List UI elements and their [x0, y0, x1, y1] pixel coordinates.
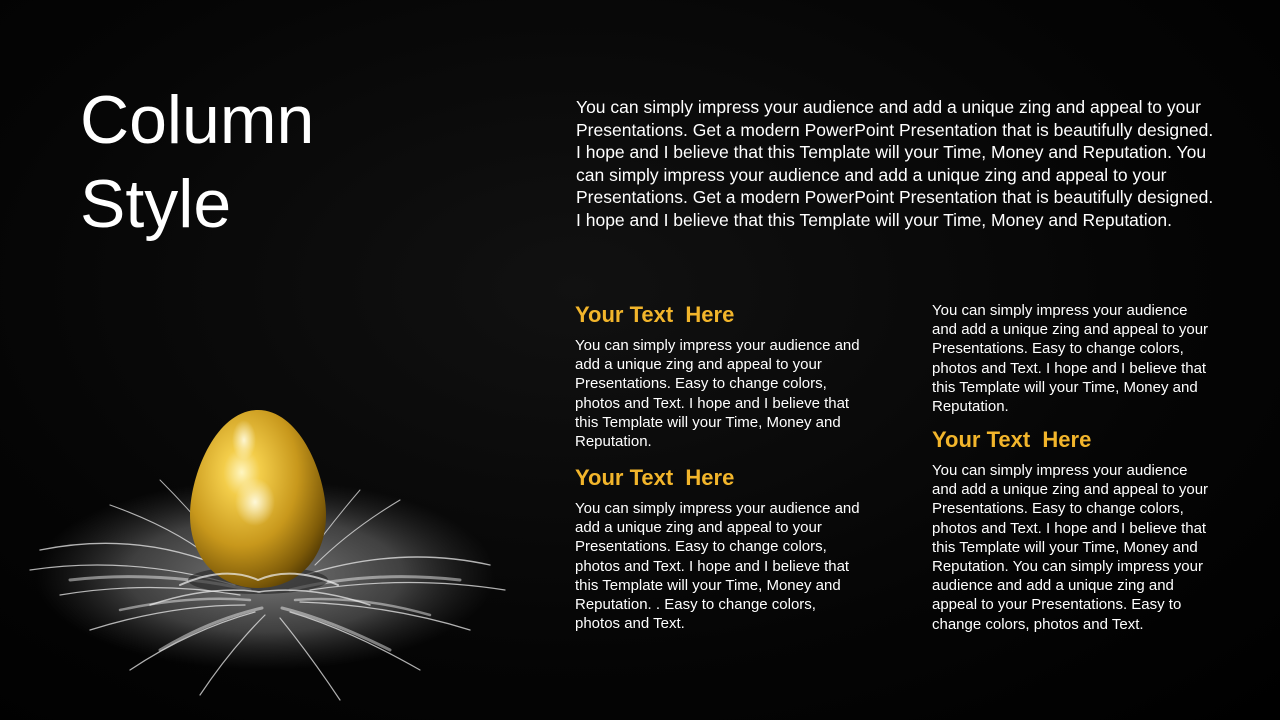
text-block-4 — [932, 427, 1212, 634]
block-heading: Your Text Here — [575, 465, 735, 490]
slide-title — [80, 78, 500, 246]
text-block-2 — [575, 465, 860, 633]
text-block-3 — [932, 301, 1212, 416]
title-line-1: Column — [80, 82, 315, 158]
block-heading: Your Text Here — [932, 427, 1092, 452]
block-body: You can simply impress your audience and add a unique zing and appeal to your Presentations. Easy to change colors, photos and Text. I hope and I believe that this Template will your Time, Money and Reputation. You can simply impress your audience and add a unique zing and appeal to your Presentations. Easy to change colors, photos and Text. — [932, 462, 1209, 633]
text-block-1 — [575, 302, 860, 451]
block-body: You can simply impress your audience and add a unique zing and appeal to your Presentations. Easy to change colors, photos and Text. I hope and I believe that this Template will your Time, Money and Reputation. — [575, 337, 860, 451]
block-heading: Your Text Here — [575, 302, 735, 327]
block-body: You can simply impress your audience and add a unique zing and appeal to your Presentations. Easy to change colors, photos and Text. I hope and I believe that this Template will your Time, Money and Reputation. — [932, 302, 1209, 416]
golden-egg-feathers-image — [0, 380, 540, 720]
block-body: You can simply impress your audience and add a unique zing and appeal to your Presentations. Easy to change colors, photos and Text. I hope and I believe that this Template will your Time, Money and Reputation. . Easy to change colors, photos and Text. — [575, 500, 860, 633]
title-line-2: Style — [80, 166, 232, 242]
intro-paragraph: You can simply impress your audience and add a unique zing and appeal to your Presentations. Get a modern PowerPoint Presentation that is beautifully designed. I hope and I believe that this Template will your Time, Money and Reputation. You can simply impress your audience and add a unique zing and appeal to your Presentations. Get a modern PowerPoint Presentation that is beautifully designed. I hope and I believe that this Template will your Time, Money and Reputation. — [576, 97, 1214, 230]
